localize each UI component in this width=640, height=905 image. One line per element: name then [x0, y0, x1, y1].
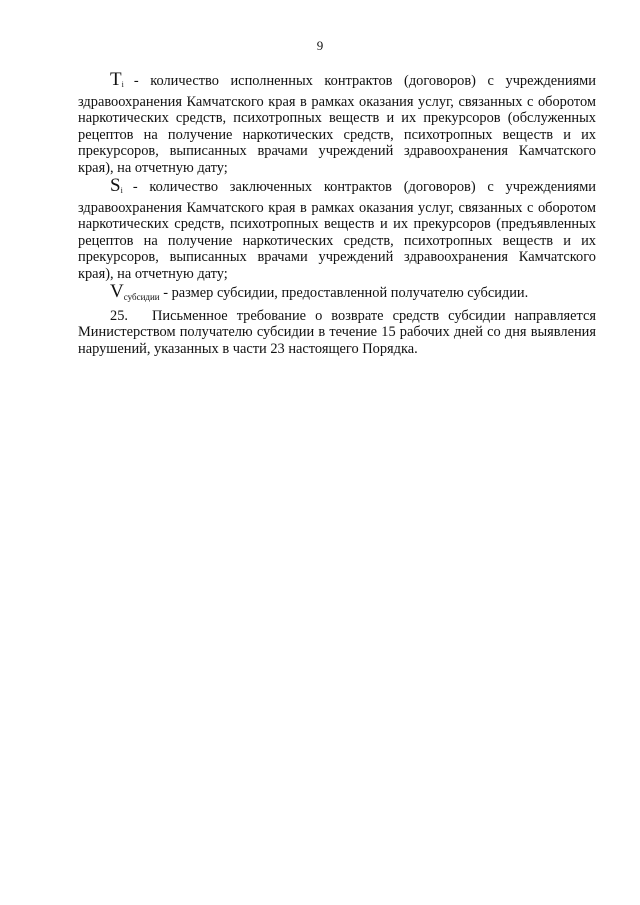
v-subscript: субсидии [123, 292, 160, 302]
paragraph-t-definition [78, 69, 596, 176]
item-text: Письменное требование о возврате средств субсидии направляется Министерством получателю субсидии в течение 15 рабочих дней со дня выявления нарушений, указанных в части 23 настоящего Порядка. [78, 307, 596, 357]
item-number: 25. [110, 307, 128, 324]
document-body [78, 69, 596, 357]
t-subscript: i [121, 80, 124, 89]
s-subscript: i [120, 186, 123, 195]
s-definition-text: - количество заключенных контрактов (договоров) с учреждениями здравоохранения Камчатского края в рамках оказания услуг, связанных с оборотом наркотических средств, психотропных веществ и их прекурсоров (предъявленных рецептов на получение наркотических средств, психотропных веществ и их прекурсоров, выписанных врачами учреждений здравоохранения Камчатского края), на отчетную дату; [78, 179, 596, 282]
t-symbol: T [110, 69, 122, 90]
v-definition-text: - размер субсидии, предоставленной получателю субсидии. [163, 285, 529, 301]
v-symbol: V [110, 281, 124, 302]
paragraph-s-definition [78, 175, 596, 282]
s-symbol: S [110, 175, 121, 196]
t-definition-text: - количество исполненных контрактов (договоров) с учреждениями здравоохранения Камчатского края в рамках оказания услуг, связанных с оборотом наркотических средств, психотропных веществ и их прекурсоров (обслуженных рецептов на получение наркотических средств, психотропных веществ и их прекурсоров, выписанных врачами учреждений здравоохранения Камчатского края), на отчетную дату; [78, 73, 596, 176]
page-number: 9 [316, 38, 324, 53]
paragraph-item-25 [78, 308, 596, 358]
paragraph-v-definition [78, 281, 596, 306]
